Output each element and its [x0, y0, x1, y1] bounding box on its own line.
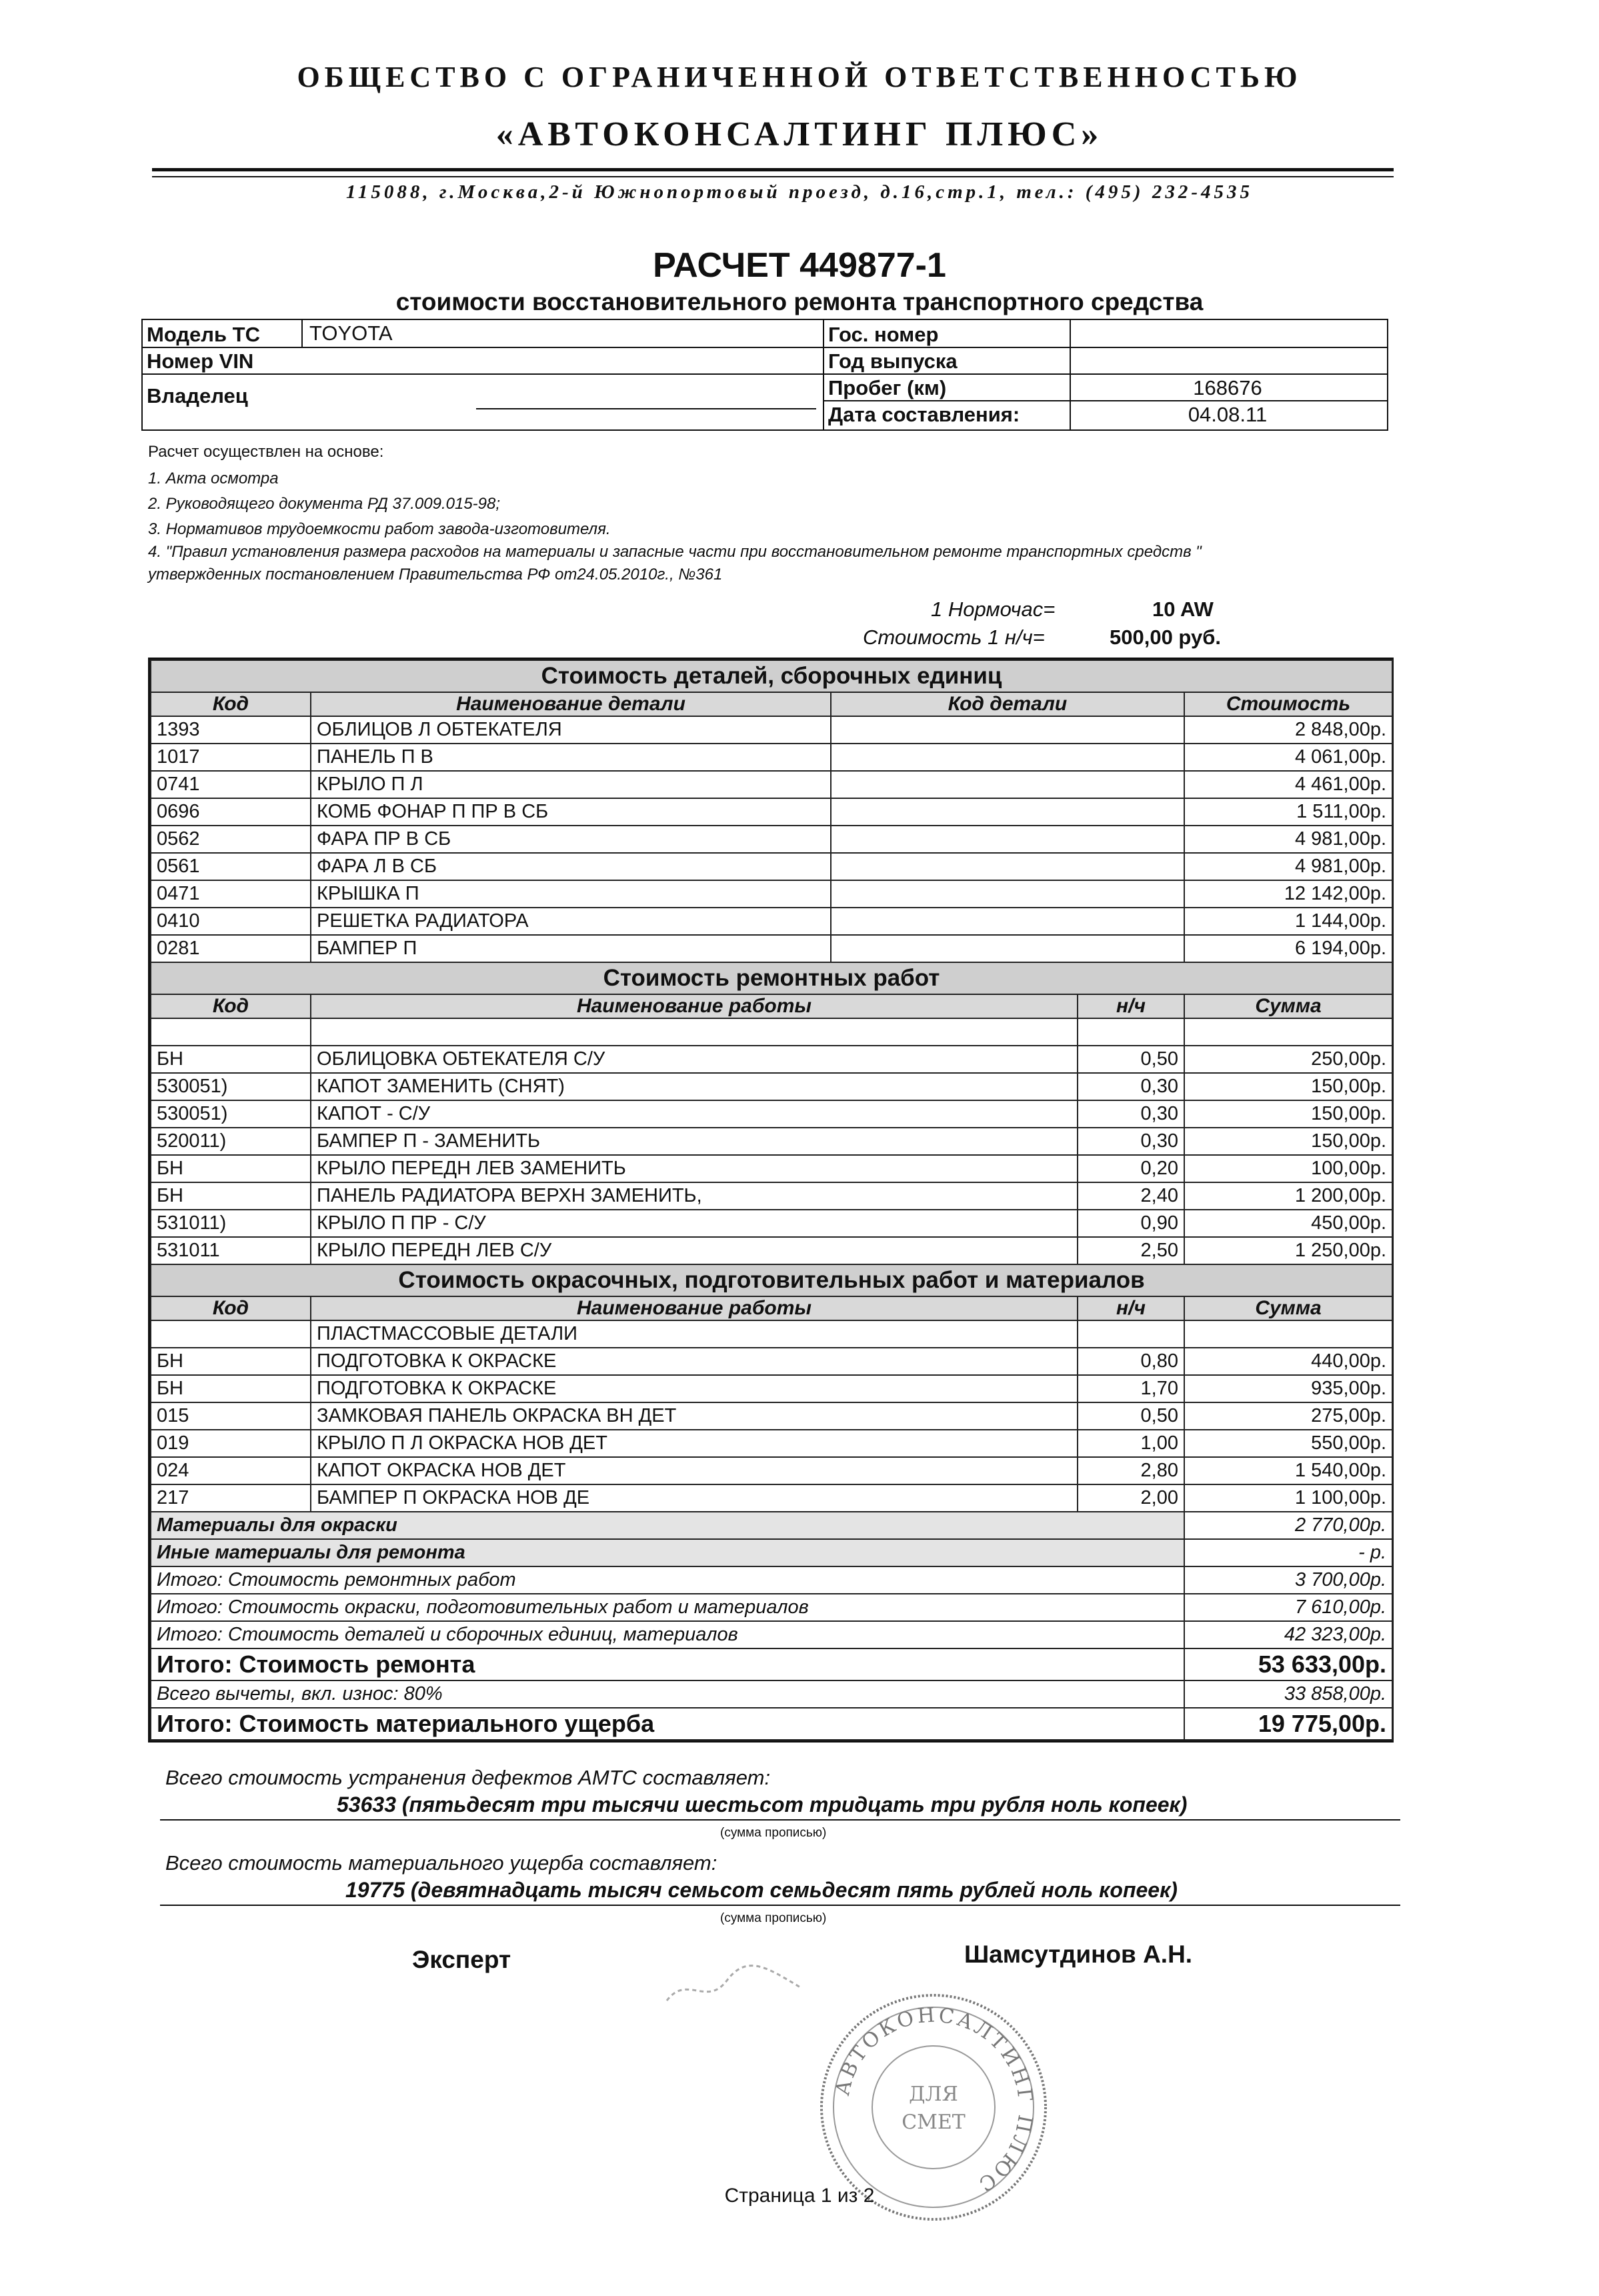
in-words-note: (сумма прописью): [720, 1826, 827, 1840]
part-code: 0696: [151, 798, 311, 826]
table-row: [151, 1073, 1392, 1100]
table-row: [151, 826, 1392, 853]
part-catalog-code: [831, 880, 1184, 908]
work-sum: [1184, 1018, 1392, 1046]
work-name: КРЫЛО ПЕРЕДН ЛЕВ ЗАМЕНИТЬ: [311, 1155, 1078, 1182]
other-materials-total-value: - р.: [1184, 1539, 1392, 1566]
table-row: [151, 1155, 1392, 1182]
work-hours: 2,40: [1078, 1182, 1184, 1210]
totals-row: [151, 1594, 1392, 1621]
table-row: [151, 1457, 1392, 1484]
work-name: КРЫЛО ПЕРЕДН ЛЕВ С/У: [311, 1237, 1078, 1264]
basis-item: 4. "Правил установления размера расходов на материалы и запасные части при восстановительном ремонте транспортных средств ": [148, 543, 1202, 561]
stamp-inner-line1: ДЛЯ: [909, 2083, 958, 2106]
paint-name: ЗАМКОВАЯ ПАНЕЛЬ ОКРАСКА ВН ДЕТ: [311, 1402, 1078, 1430]
defects-intro: Всего стоимость устранения дефектов АМТС составляет:: [165, 1766, 771, 1789]
column-header-row: [151, 1296, 1392, 1320]
page-number: Страница 1 из 2: [724, 2185, 875, 2207]
document-subtitle: стоимости восстановительного ремонта транспортного средства: [395, 288, 1204, 315]
work-name: КАПОТ ЗАМЕНИТЬ (СНЯТ): [311, 1073, 1078, 1100]
part-cost: 6 194,00р.: [1184, 935, 1392, 962]
work-code: 530051): [151, 1100, 311, 1128]
col-header-work: Наименование работы: [311, 994, 1078, 1018]
work-hours: 0,30: [1078, 1100, 1184, 1128]
work-hours: 0,20: [1078, 1155, 1184, 1182]
part-catalog-code: [831, 935, 1184, 962]
part-catalog-code: [831, 716, 1184, 744]
paint-code: БН: [151, 1375, 311, 1402]
table-row: [151, 1348, 1392, 1375]
part-cost: 4 461,00р.: [1184, 771, 1392, 798]
work-name: КАПОТ - С/У: [311, 1100, 1078, 1128]
part-name: ФАРА Л В СБ: [311, 853, 831, 880]
header-rule-thin: [152, 176, 1394, 177]
table-row: [151, 935, 1392, 962]
part-cost: 4 981,00р.: [1184, 826, 1392, 853]
stamp-outer-text: АВТОКОНСАЛТИНГ ПЛЮС: [831, 2003, 1038, 2197]
paint-name: ПОДГОТОВКА К ОКРАСКЕ: [311, 1348, 1078, 1375]
section-header: [151, 660, 1392, 692]
part-catalog-code: [831, 798, 1184, 826]
header-rule: [152, 168, 1394, 171]
repair-cost-total-label: Итого: Стоимость ремонта: [151, 1648, 1184, 1680]
part-cost: 1 511,00р.: [1184, 798, 1392, 826]
work-name: ПАНЕЛЬ РАДИАТОРА ВЕРХН ЗАМЕНИТЬ,: [311, 1182, 1078, 1210]
part-catalog-code: [831, 744, 1184, 771]
model-label: Модель ТС: [147, 323, 260, 346]
materials-total-value: 2 770,00р.: [1184, 1512, 1392, 1539]
paint-name: КРЫЛО П Л ОКРАСКА НОВ ДЕТ: [311, 1430, 1078, 1457]
document-title: РАСЧЕТ 449877-1: [653, 246, 946, 285]
part-name: КРЫШКА П: [311, 880, 831, 908]
date-value: 04.08.11: [1188, 403, 1268, 426]
work-code: [151, 1018, 311, 1046]
paint-works-total-label: Итого: Стоимость окраски, подготовительных работ и материалов: [151, 1594, 1184, 1621]
totals-row: [151, 1708, 1392, 1740]
norm-hour-value: 10 AW: [1152, 598, 1214, 621]
totals-row: [151, 1648, 1392, 1680]
work-hours: 0,30: [1078, 1128, 1184, 1155]
signature-scribble: [660, 1954, 814, 2014]
plate-label: Гос. номер: [828, 323, 939, 346]
part-code: 0410: [151, 908, 311, 935]
norm-cost-label: Стоимость 1 н/ч=: [863, 626, 1045, 649]
expert-label: Эксперт: [412, 1946, 511, 1973]
part-code: 0741: [151, 771, 311, 798]
part-name: РЕШЕТКА РАДИАТОРА: [311, 908, 831, 935]
damage-amount-words: 19775 (девятнадцать тысяч семьсот семьдесят пять рублей ноль копеек): [345, 1878, 1178, 1902]
paint-works-total-value: 7 610,00р.: [1184, 1594, 1392, 1621]
table-row: [151, 1210, 1392, 1237]
in-words-note: (сумма прописью): [720, 1911, 827, 1925]
paint-hours: [1078, 1320, 1184, 1348]
deductions-total-value: 33 858,00р.: [1184, 1680, 1392, 1708]
norm-hour-label: 1 Нормочас=: [931, 598, 1056, 621]
table-row: [151, 1128, 1392, 1155]
column-header-row: [151, 994, 1392, 1018]
table-row: [151, 1430, 1392, 1457]
underline: [160, 1905, 1400, 1906]
paint-sum: 1 100,00р.: [1184, 1484, 1392, 1512]
work-sum: 150,00р.: [1184, 1128, 1392, 1155]
table-row: [151, 853, 1392, 880]
part-catalog-code: [831, 908, 1184, 935]
table-row: [151, 716, 1392, 744]
work-sum: 150,00р.: [1184, 1073, 1392, 1100]
paint-sum: 275,00р.: [1184, 1402, 1392, 1430]
paint-hours: 0,80: [1078, 1348, 1184, 1375]
work-hours: 0,30: [1078, 1073, 1184, 1100]
paint-code: 015: [151, 1402, 311, 1430]
paint-hours: 2,00: [1078, 1484, 1184, 1512]
vehicle-info-block: [141, 319, 1388, 431]
section-header: [151, 1264, 1392, 1296]
part-name: КРЫЛО П Л: [311, 771, 831, 798]
paint-sum: 1 540,00р.: [1184, 1457, 1392, 1484]
paint-sum: [1184, 1320, 1392, 1348]
part-code: 1393: [151, 716, 311, 744]
paint-name: КАПОТ ОКРАСКА НОВ ДЕТ: [311, 1457, 1078, 1484]
basis-heading: Расчет осуществлен на основе:: [148, 443, 384, 461]
basis-item: 1. Акта осмотра: [148, 469, 279, 487]
col-header-hours: н/ч: [1078, 994, 1184, 1018]
owner-label: Владелец: [147, 384, 248, 407]
table-row: [151, 1484, 1392, 1512]
repair-works-total-label: Итого: Стоимость ремонтных работ: [151, 1566, 1184, 1594]
paint-hours: 2,80: [1078, 1457, 1184, 1484]
work-sum: 1 250,00р.: [1184, 1237, 1392, 1264]
vin-label: Номер VIN: [147, 349, 254, 373]
paint-sum: 550,00р.: [1184, 1430, 1392, 1457]
section-header: [151, 962, 1392, 994]
part-cost: 12 142,00р.: [1184, 880, 1392, 908]
org-name-line1: ОБЩЕСТВО С ОГРАНИЧЕННОЙ ОТВЕТСТВЕННОСТЬЮ: [297, 61, 1302, 93]
totals-row: [151, 1566, 1392, 1594]
org-address: 115088, г.Москва,2-й Южнопортовый проезд, д.16,стр.1, тел.: (495) 232-4535: [346, 181, 1253, 203]
basis-item: утвержденных постановлением Правительства РФ от24.05.2010г., №361: [148, 565, 723, 584]
work-name: КРЫЛО П ПР - С/У: [311, 1210, 1078, 1237]
col-header-sum: Сумма: [1184, 1296, 1392, 1320]
defects-amount-words: 53633 (пятьдесят три тысячи шестьсот тридцать три рубля ноль копеек): [337, 1793, 1188, 1817]
table-row: [151, 1320, 1392, 1348]
table-row: [151, 1375, 1392, 1402]
paint-code: 024: [151, 1457, 311, 1484]
section-title-repair: Стоимость ремонтных работ: [151, 962, 1392, 994]
paint-code: 019: [151, 1430, 311, 1457]
table-row: [151, 744, 1392, 771]
table-row: [151, 771, 1392, 798]
table-row: [151, 1402, 1392, 1430]
part-code: 1017: [151, 744, 311, 771]
underline: [160, 1819, 1400, 1821]
work-code: 531011): [151, 1210, 311, 1237]
work-code: 530051): [151, 1073, 311, 1100]
part-code: 0471: [151, 880, 311, 908]
col-header-part-code: Код детали: [831, 692, 1184, 716]
materials-total-label: Материалы для окраски: [151, 1512, 1184, 1539]
part-catalog-code: [831, 771, 1184, 798]
section-title-paint: Стоимость окрасочных, подготовительных работ и материалов: [151, 1264, 1392, 1296]
section-title-parts: Стоимость деталей, сборочных единиц: [151, 660, 1392, 692]
work-hours: [1078, 1018, 1184, 1046]
table-row: [151, 908, 1392, 935]
year-label: Год выпуска: [828, 349, 958, 373]
part-code: 0561: [151, 853, 311, 880]
totals-row: [151, 1539, 1392, 1566]
table-row: [151, 1046, 1392, 1073]
basis-item: 2. Руководящего документа РД 37.009.015-98;: [148, 495, 501, 513]
work-name: [311, 1018, 1078, 1046]
paint-name: ПЛАСТМАССОВЫЕ ДЕТАЛИ: [311, 1320, 1078, 1348]
col-header-name: Наименование детали: [311, 692, 831, 716]
basis-item: 3. Нормативов трудоемкости работ завода-изготовителя.: [148, 520, 611, 538]
part-catalog-code: [831, 853, 1184, 880]
mileage-label: Пробег (км): [828, 376, 947, 399]
table-row: [151, 1182, 1392, 1210]
parts-total-label: Итого: Стоимость деталей и сборочных единиц, материалов: [151, 1621, 1184, 1648]
table-row: [151, 1100, 1392, 1128]
paint-code: 217: [151, 1484, 311, 1512]
work-name: ОБЛИЦОВКА ОБТЕКАТЕЛЯ С/У: [311, 1046, 1078, 1073]
work-sum: 150,00р.: [1184, 1100, 1392, 1128]
col-header-code: Код: [151, 692, 311, 716]
work-name: БАМПЕР П - ЗАМЕНИТЬ: [311, 1128, 1078, 1155]
parts-total-value: 42 323,00р.: [1184, 1621, 1392, 1648]
part-name: ПАНЕЛЬ П В: [311, 744, 831, 771]
totals-row: [151, 1621, 1392, 1648]
work-code: БН: [151, 1182, 311, 1210]
column-header-row: [151, 692, 1392, 716]
work-code: БН: [151, 1155, 311, 1182]
work-hours: 0,90: [1078, 1210, 1184, 1237]
paint-code: БН: [151, 1348, 311, 1375]
repair-works-total-value: 3 700,00р.: [1184, 1566, 1392, 1594]
part-cost: 4 981,00р.: [1184, 853, 1392, 880]
paint-sum: 935,00р.: [1184, 1375, 1392, 1402]
totals-row: [151, 1512, 1392, 1539]
part-name: КОМБ ФОНАР П ПР В СБ: [311, 798, 831, 826]
paint-hours: 1,00: [1078, 1430, 1184, 1457]
part-code: 0281: [151, 935, 311, 962]
totals-row: [151, 1680, 1392, 1708]
work-hours: 0,50: [1078, 1046, 1184, 1073]
part-cost: 4 061,00р.: [1184, 744, 1392, 771]
norm-cost-value: 500,00 руб.: [1110, 626, 1221, 649]
part-cost: 2 848,00р.: [1184, 716, 1392, 744]
work-code: БН: [151, 1046, 311, 1073]
work-code: 531011: [151, 1237, 311, 1264]
col-header-sum: Сумма: [1184, 994, 1392, 1018]
damage-total-label: Итого: Стоимость материального ущерба: [151, 1708, 1184, 1740]
stamp-inner-line2: СМЕТ: [902, 2111, 966, 2134]
calculation-table: [148, 658, 1394, 1743]
work-sum: 100,00р.: [1184, 1155, 1392, 1182]
part-name: ОБЛИЦОВ Л ОБТЕКАТЕЛЯ: [311, 716, 831, 744]
table-row: [151, 880, 1392, 908]
col-header-code: Код: [151, 1296, 311, 1320]
work-sum: 1 200,00р.: [1184, 1182, 1392, 1210]
paint-name: ПОДГОТОВКА К ОКРАСКЕ: [311, 1375, 1078, 1402]
work-sum: 250,00р.: [1184, 1046, 1392, 1073]
work-sum: 450,00р.: [1184, 1210, 1392, 1237]
work-hours: 2,50: [1078, 1237, 1184, 1264]
other-materials-total-label: Иные материалы для ремонта: [151, 1539, 1184, 1566]
part-cost: 1 144,00р.: [1184, 908, 1392, 935]
model-value: TOYOTA: [309, 321, 393, 345]
repair-cost-total-value: 53 633,00р.: [1184, 1648, 1392, 1680]
expert-name: Шамсутдинов А.Н.: [964, 1941, 1193, 1968]
col-header-hours: н/ч: [1078, 1296, 1184, 1320]
part-name: ФАРА ПР В СБ: [311, 826, 831, 853]
damage-intro: Всего стоимость материального ущерба составляет:: [165, 1851, 717, 1875]
paint-code: [151, 1320, 311, 1348]
paint-name: БАМПЕР П ОКРАСКА НОВ ДЕ: [311, 1484, 1078, 1512]
work-code: 520011): [151, 1128, 311, 1155]
deductions-total-label: Всего вычеты, вкл. износ: 80%: [151, 1680, 1184, 1708]
date-label: Дата составления:: [828, 403, 1020, 426]
table-row: [151, 1237, 1392, 1264]
part-code: 0562: [151, 826, 311, 853]
org-name-line2: «АВТОКОНСАЛТИНГ ПЛЮС»: [495, 115, 1104, 153]
col-header-work: Наименование работы: [311, 1296, 1078, 1320]
paint-hours: 0,50: [1078, 1402, 1184, 1430]
table-row: [151, 1018, 1392, 1046]
mileage-value: 168676: [1193, 376, 1262, 399]
damage-total-value: 19 775,00р.: [1184, 1708, 1392, 1740]
part-catalog-code: [831, 826, 1184, 853]
col-header-cost: Стоимость: [1184, 692, 1392, 716]
part-name: БАМПЕР П: [311, 935, 831, 962]
paint-hours: 1,70: [1078, 1375, 1184, 1402]
table-row: [151, 798, 1392, 826]
col-header-code: Код: [151, 994, 311, 1018]
paint-sum: 440,00р.: [1184, 1348, 1392, 1375]
